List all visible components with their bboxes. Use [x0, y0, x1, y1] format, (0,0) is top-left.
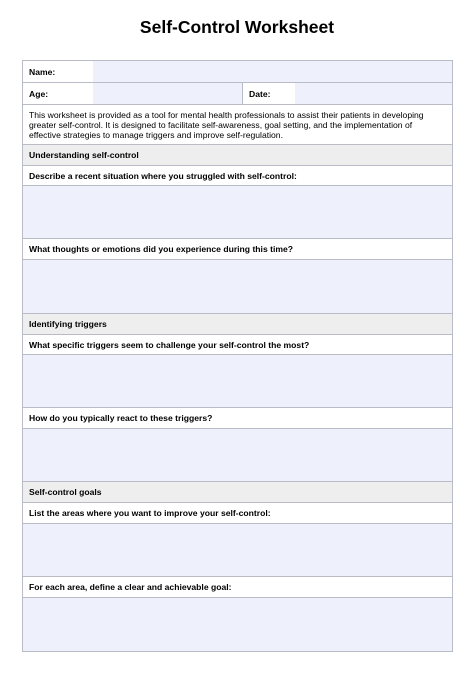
- worksheet-form: [22, 60, 453, 652]
- section-heading-text: Understanding self-control: [29, 150, 139, 160]
- question-label: [23, 166, 452, 186]
- name-label: Name:: [29, 67, 56, 77]
- age-field[interactable]: [23, 83, 243, 104]
- answer-field[interactable]: [23, 260, 452, 314]
- section-heading-text: Self-control goals: [29, 487, 102, 497]
- question-label: [23, 503, 452, 524]
- question-label: [23, 577, 452, 598]
- age-input[interactable]: [93, 83, 242, 104]
- question-text: Describe a recent situation where you struggled with self-control:: [29, 170, 297, 181]
- question-label: [23, 335, 452, 355]
- worksheet-title: Self-Control Worksheet: [139, 17, 335, 37]
- age-date-row: [23, 83, 452, 105]
- age-label: Age:: [29, 89, 49, 99]
- answer-field[interactable]: [23, 598, 452, 652]
- name-field[interactable]: [23, 61, 452, 82]
- question-text: How do you typically react to these triggers?: [29, 413, 213, 423]
- section-heading-triggers: [23, 314, 452, 335]
- name-input[interactable]: [93, 61, 452, 82]
- intro-row: [23, 105, 452, 145]
- answer-field[interactable]: [23, 524, 452, 577]
- date-input[interactable]: [295, 83, 452, 104]
- section-heading-text: Identifying triggers: [29, 319, 107, 329]
- date-field[interactable]: [243, 83, 452, 104]
- name-row: [23, 61, 452, 83]
- question-text: What thoughts or emotions did you experience during this time?: [29, 244, 294, 254]
- answer-field[interactable]: [23, 355, 452, 408]
- question-label: [23, 408, 452, 429]
- answer-field[interactable]: [23, 186, 452, 239]
- section-heading-understanding: [23, 145, 452, 166]
- intro-text: This worksheet is provided as a tool for mental health professionals to assist their patients in developing greater self-control. It is designed to facilitate self-awareness, goal setting, and the implementation of effective strategies to manage triggers and improve self-regulation.: [29, 110, 424, 140]
- question-text: What specific triggers seem to challenge your self-control the most?: [29, 339, 310, 350]
- date-label: Date:: [249, 89, 271, 99]
- question-text: List the areas where you want to improve your self-control:: [29, 508, 271, 518]
- question-text: For each area, define a clear and achievable goal:: [29, 582, 232, 592]
- question-label: [23, 239, 452, 260]
- answer-field[interactable]: [23, 429, 452, 482]
- section-heading-goals: [23, 482, 452, 503]
